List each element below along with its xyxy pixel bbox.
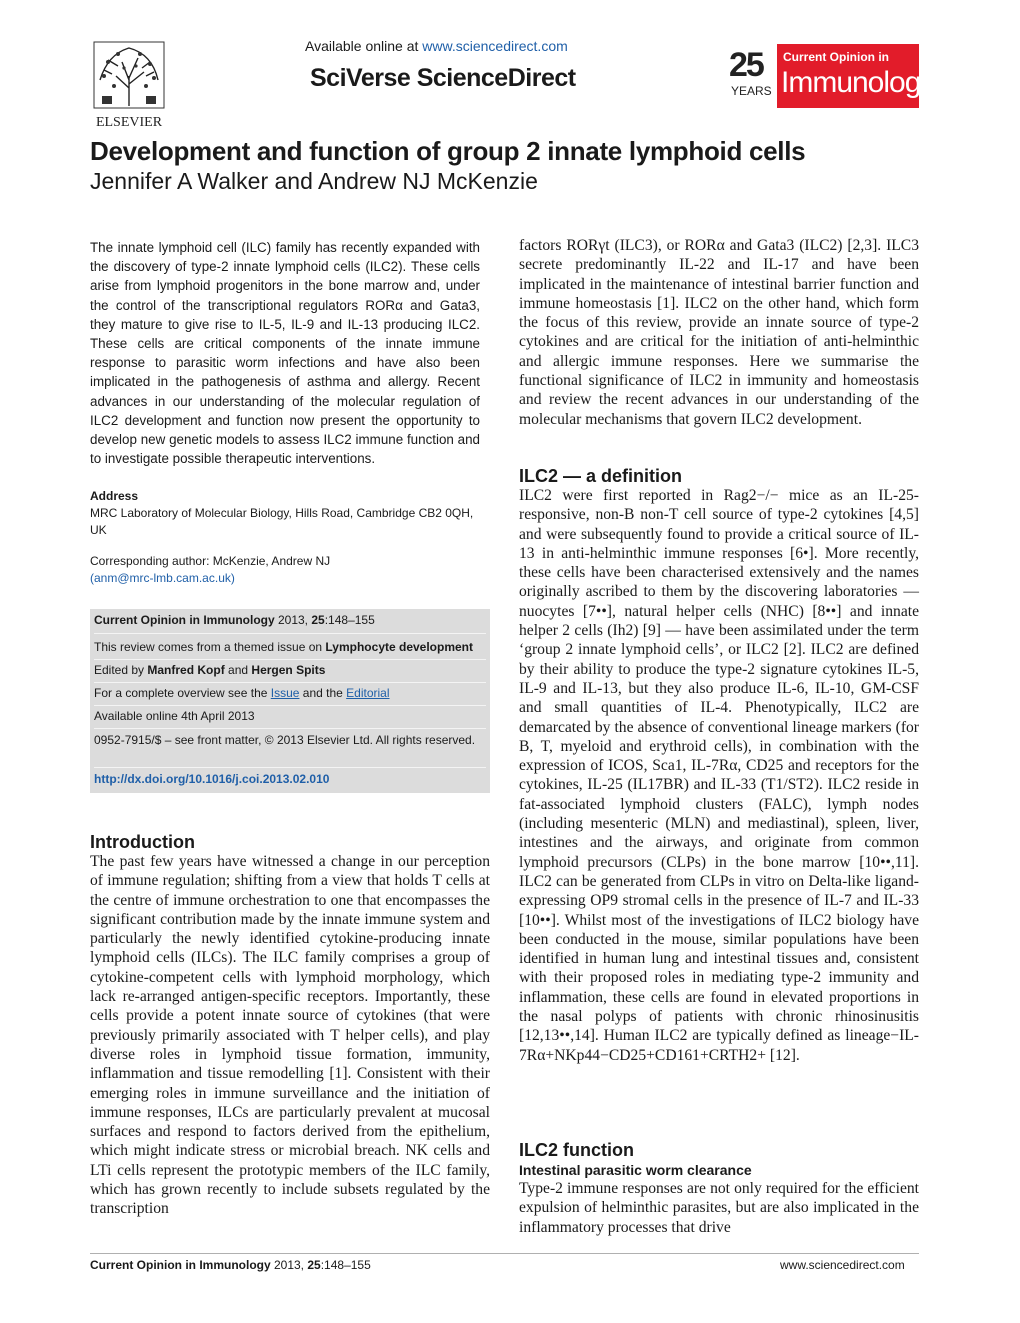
corresponding-author-name: Corresponding author: McKenzie, Andrew NJ xyxy=(90,554,331,568)
divider xyxy=(94,767,486,768)
available-online xyxy=(305,38,568,54)
anniversary-badge xyxy=(727,44,775,108)
editorial-link[interactable]: Editorial xyxy=(346,686,390,700)
address-heading: Address xyxy=(90,489,139,503)
footer-volume: 25 xyxy=(307,1258,321,1272)
citation-year: 2013, xyxy=(274,613,312,627)
editor-2: Hergen Spits xyxy=(251,663,326,677)
editor-1: Manfred Kopf xyxy=(147,663,225,677)
overview-and: and the xyxy=(299,686,347,700)
footer-divider xyxy=(90,1253,919,1254)
divider xyxy=(94,728,486,729)
article-title: Development and function of group 2 innate lymphoid cells xyxy=(90,136,806,166)
doi-link[interactable]: http://dx.doi.org/10.1016/j.coi.2013.02.010 xyxy=(94,772,330,786)
issue-link[interactable]: Issue xyxy=(270,686,300,700)
doi-line xyxy=(94,771,484,787)
overview-prefix: For a complete overview see the xyxy=(94,686,271,700)
overview-line xyxy=(94,685,484,701)
function-body: Type-2 immune responses are not only required for the efficient expulsion of helminthic parasites, but are also implicated in the inflammatory processes that drive xyxy=(519,1180,919,1236)
divider xyxy=(94,682,486,683)
journal-name-line2: Immunology xyxy=(781,66,935,99)
sciencedirect-link[interactable]: www.sciencedirect.com xyxy=(422,38,568,54)
edited-and: and xyxy=(224,663,252,677)
function-subheading: Intestinal parasitic worm clearance xyxy=(519,1162,752,1178)
corresponding-author xyxy=(90,553,490,587)
corresponding-email[interactable]: (anm@mrc-lmb.cam.ac.uk) xyxy=(90,571,235,585)
footer-year: 2013, xyxy=(270,1258,308,1272)
article-info-box xyxy=(90,609,490,793)
footer-journal: Current Opinion in Immunology xyxy=(90,1258,271,1272)
introduction-heading: Introduction xyxy=(90,832,195,852)
divider xyxy=(94,705,486,706)
journal-name-block xyxy=(777,44,935,108)
available-date: Available online 4th April 2013 xyxy=(94,709,255,723)
themed-issue-name: Lymphocyte development xyxy=(325,640,474,654)
editors-line xyxy=(94,662,484,678)
abstract: The innate lymphoid cell (ILC) family has recently expanded with the discovery of type-2 innate lymphoid cells (ILC2). These cells arise from lymphoid progenitors in the bone marrow and, under the control of the transcriptional regulators RORα and Gata3, they mature to give rise to IL-5, IL-9 and IL-13 producing ILC2. These cells are critical components of the innate immune response to parasitic worm infections and have also been implicated in the pathogenesis of asthma and allergy. Recent advances in our understanding of the molecular regulation of ILC2 development and function now present the opportunity to develop new genetic models to assess ILC2 immune function and to investigate possible therapeutic interventions. xyxy=(90,240,480,467)
brand-wordmark: SciVerse ScienceDirect xyxy=(310,64,576,92)
journal-logo xyxy=(727,44,935,108)
themed-prefix: This review comes from a themed issue on xyxy=(94,640,326,654)
divider xyxy=(94,633,486,634)
anniversary-number: 25 xyxy=(729,46,763,84)
citation-pages: :148–155 xyxy=(324,613,375,627)
available-prefix: Available online at xyxy=(305,38,423,54)
themed-issue-line xyxy=(94,639,484,655)
elsevier-logo xyxy=(88,40,170,130)
journal-name-line1: Current Opinion in xyxy=(783,50,889,64)
edited-prefix: Edited by xyxy=(94,663,148,677)
citation-line xyxy=(94,612,484,628)
footer-url[interactable]: www.sciencedirect.com xyxy=(780,1258,905,1272)
definition-body: ILC2 were first reported in Rag2−/− mice as an IL-25-responsive, non-B non-T cell source of type-2 cytokines [4,5] and were subsequently found to provide a critical source of IL-13 in anti-helminthic immune responses [6•]. More recently, these cells have been characterised extensively and the names originally ascribed to them by the discovering laboratories — nuocytes [7••], natural helper cells (NHC) [8••] and innate helper 2 cells (Ih2) [9] — have been assimilated under the term ‘group 2 innate lymphoid cells’, or ILC2 [2]. ILC2 are defined by their ability to produce the type-2 signature cytokines IL-5, IL-9 and IL-13, but they also produce IL-6, IL-10, GM-CSF and small quantities of IL-4. Phenotypically, ILC2 are demarcated by the absence of conventional lineage markers (for B, T, myeloid and erythroid cells), in combination with the expression of ICOS, Sca1, IL-7Rα, CD25 and receptors for the cytokines, IL-25 (IL17BR) and IL-33 (T1/ST2). ILC2 reside in fat-associated lymphoid clusters (FALC), lymph nodes (including mesenteric (MLN) and mediastinal), spleen, liver, intestines and the airways, and originate from common lymphoid precursors (CLPs) in the bone marrow [10••,11]. ILC2 can be generated from CLPs in vitro on Delta-like ligand-expressing OP9 stromal cells in the presence of IL-7 and IL-33 [10••]. Whilst most of the investigations of ILC2 biology have been conducted in the mouse, similar populations have been identified in human lung and intestinal tissues and, consistent with their proposed roles in mediating type-2 immunity and inflammation, these cells are found in elevated proportions in the nasal polyps of patients with chronic rhinosinusitis [12,13••,14]. Human ILC2 are typically defined as lineage−IL-7Rα+NKp44−CD25+CD161+CRTH2+ [12]. xyxy=(519,487,919,1064)
introduction-continuation: factors RORγt (ILC3), or RORα and Gata3 (ILC2) [2,3]. ILC3 secrete predominantly IL-22 and IL-17 and have been implicated in the maintenance of intestinal barrier function and immune homeostasis [1]. ILC2 on the other hand, which form the focus of this review, provide an innate source of type-2 cytokines and are critical for the initiation of anti-helminthic and allergic immune responses. Here we summarise the functional significance of ILC2 in immunity and homeostasis and review the recent advances in our understanding of the molecular mechanisms that govern ILC2 development. xyxy=(519,237,919,428)
definition-heading: ILC2 — a definition xyxy=(519,466,683,486)
footer-citation xyxy=(90,1258,371,1272)
citation-journal: Current Opinion in Immunology xyxy=(94,613,275,627)
citation-volume: 25 xyxy=(311,613,325,627)
article-authors: Jennifer A Walker and Andrew NJ McKenzie xyxy=(90,168,538,194)
elsevier-wordmark: ELSEVIER xyxy=(95,115,163,130)
divider xyxy=(94,659,486,660)
introduction-body: The past few years have witnessed a change in our perception of immune regulation; shifting from a view that holds T cells at the centre of immune orchestration to one that encompasses the significant contribution made by the innate immune system and particularly the newly identified cytokine-producing innate lymphoid cells (ILCs). The ILC family comprises a group of cytokine-competent cells with lymphoid morphology, which lack re-arranged antigen-specific receptors. Importantly, these cells provide a potent innate source of cytokines (that were previously primarily associated with T helper cells), and play diverse roles in lymphoid tissue formation, immunity, inflammation and tissue remodelling [1]. Consistent with their emerging roles in immune surveillance and the initiation of immune responses, ILCs are particularly prevalent at mucosal surfaces and respond to factors derived from the epithelium, which might indicate stress or microbial breach. NK cells and LTi cells represent the prototypic members of the ILC family, which has grown recently to include subsets regulated by the transcription xyxy=(90,853,490,1218)
copyright-notice: 0952-7915/$ – see front matter, © 2013 Elsevier Ltd. All rights reserved. xyxy=(94,733,476,747)
function-heading: ILC2 function xyxy=(519,1140,634,1160)
address-text: MRC Laboratory of Molecular Biology, Hills Road, Cambridge CB2 0QH, UK xyxy=(90,506,474,537)
anniversary-years: YEARS xyxy=(731,84,772,98)
footer-pages: :148–155 xyxy=(320,1258,371,1272)
